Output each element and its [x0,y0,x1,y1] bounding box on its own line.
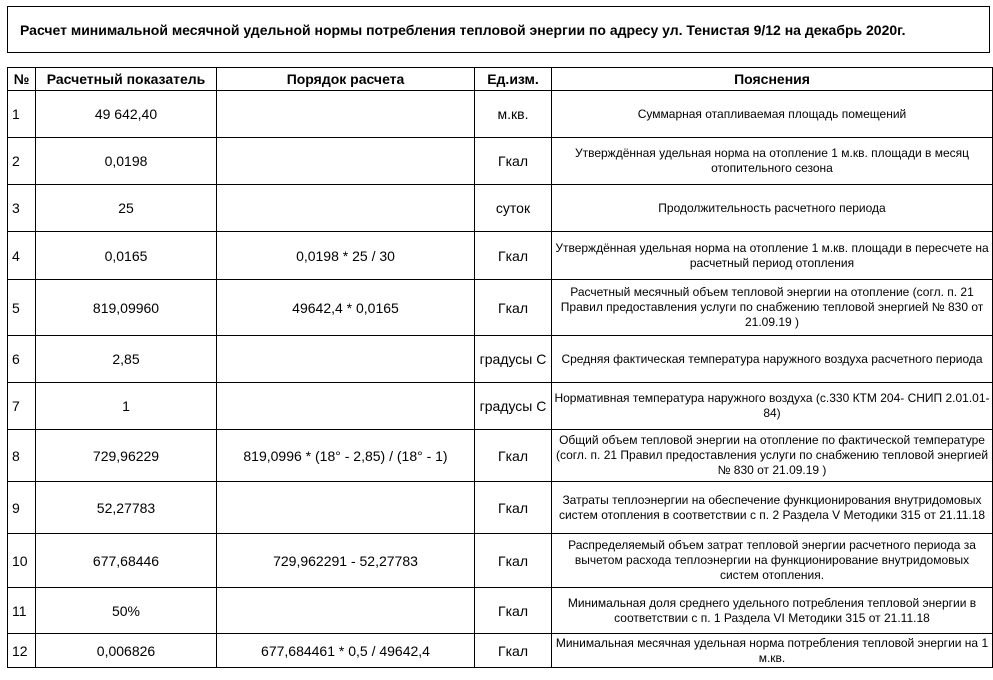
cell-formula [217,336,475,383]
cell-note: Суммарная отапливаемая площадь помещений [552,91,993,138]
table-row [8,91,993,138]
table-row [8,232,993,280]
cell-formula: 729,962291 - 52,27783 [217,534,475,588]
calculation-table [7,67,993,668]
cell-unit: градусы С [475,383,552,430]
cell-formula [217,138,475,185]
cell-note: Распределяемый объем затрат тепловой энергии расчетного периода за вычетом расхода теплоэнергии на функционирование внутридомовых систем отопления. [552,534,993,588]
cell-num: 12 [8,634,36,668]
table-row [8,534,993,588]
cell-value: 0,006826 [36,634,217,668]
table-row [8,280,993,336]
header-num: № [8,68,36,91]
cell-unit: Гкал [475,482,552,534]
cell-num: 11 [8,588,36,634]
cell-num: 2 [8,138,36,185]
cell-note: Расчетный месячный объем тепловой энергии на отопление (согл. п. 21 Правил предоставления услуги по снабжению тепловой энергией № 830 от 21.09.19 ) [552,280,993,336]
header-indicator: Расчетный показатель [36,68,217,91]
cell-unit: градусы С [475,336,552,383]
cell-unit: м.кв. [475,91,552,138]
cell-formula: 677,684461 * 0,5 / 49642,4 [217,634,475,668]
cell-num: 6 [8,336,36,383]
cell-unit: Гкал [475,634,552,668]
cell-formula [217,383,475,430]
cell-num: 1 [8,91,36,138]
title-box [7,6,990,53]
cell-value: 677,68446 [36,534,217,588]
header-unit: Ед.изм. [475,68,552,91]
cell-note: Затраты теплоэнергии на обеспечение функционирования внутридомовых систем отопления в соответствии с п. 2 Раздела V Методики 315 от 21.11.18 [552,482,993,534]
cell-num: 5 [8,280,36,336]
cell-formula [217,185,475,232]
table-body [8,91,993,668]
cell-note: Продолжительность расчетного периода [552,185,993,232]
cell-formula: 49642,4 * 0,0165 [217,280,475,336]
cell-formula [217,482,475,534]
cell-unit: Гкал [475,280,552,336]
table-row [8,430,993,482]
cell-value: 50% [36,588,217,634]
table-row [8,383,993,430]
cell-value: 49 642,40 [36,91,217,138]
cell-formula: 0,0198 * 25 / 30 [217,232,475,280]
cell-value: 0,0165 [36,232,217,280]
cell-value: 0,0198 [36,138,217,185]
table-row [8,588,993,634]
cell-num: 3 [8,185,36,232]
cell-unit: Гкал [475,138,552,185]
table-row [8,138,993,185]
cell-formula [217,588,475,634]
cell-value: 2,85 [36,336,217,383]
cell-value: 52,27783 [36,482,217,534]
cell-value: 1 [36,383,217,430]
cell-note: Нормативная температура наружного воздуха (с.330 КТМ 204- СНИП 2.01.01-84) [552,383,993,430]
cell-note: Утверждённая удельная норма на отопление 1 м.кв. площади в месяц отопительного сезона [552,138,993,185]
cell-unit: суток [475,185,552,232]
cell-formula [217,91,475,138]
header-note: Пояснения [552,68,993,91]
cell-value: 25 [36,185,217,232]
cell-num: 9 [8,482,36,534]
cell-unit: Гкал [475,534,552,588]
cell-num: 7 [8,383,36,430]
cell-note: Минимальная месячная удельная норма потребления тепловой энергии на 1 м.кв. [552,634,993,668]
cell-num: 10 [8,534,36,588]
table-row [8,482,993,534]
cell-value: 819,09960 [36,280,217,336]
cell-value: 729,96229 [36,430,217,482]
table-row [8,185,993,232]
cell-note: Минимальная доля среднего удельного потребления тепловой энергии в соответствии с п. 1 Раздела VI Методики 315 от 21.11.18 [552,588,993,634]
cell-note: Средняя фактическая температура наружного воздуха расчетного периода [552,336,993,383]
cell-num: 8 [8,430,36,482]
table-row [8,336,993,383]
cell-note: Общий объем тепловой энергии на отопление по фактической температуре (согл. п. 21 Правил предоставления услуги по снабжению тепловой энергией № 830 от 21.09.19 ) [552,430,993,482]
table-row [8,634,993,668]
header-formula: Порядок расчета [217,68,475,91]
document-title: Расчет минимальной месячной удельной нормы потребления тепловой энергии по адресу ул. Тенистая 9/12 на декабрь 2020г. [20,21,906,38]
cell-unit: Гкал [475,588,552,634]
cell-num: 4 [8,232,36,280]
cell-formula: 819,0996 * (18° - 2,85) / (18° - 1) [217,430,475,482]
table-header-row [8,68,993,91]
cell-unit: Гкал [475,232,552,280]
cell-note: Утверждённая удельная норма на отопление 1 м.кв. площади в пересчете на расчетный период отопления [552,232,993,280]
cell-unit: Гкал [475,430,552,482]
